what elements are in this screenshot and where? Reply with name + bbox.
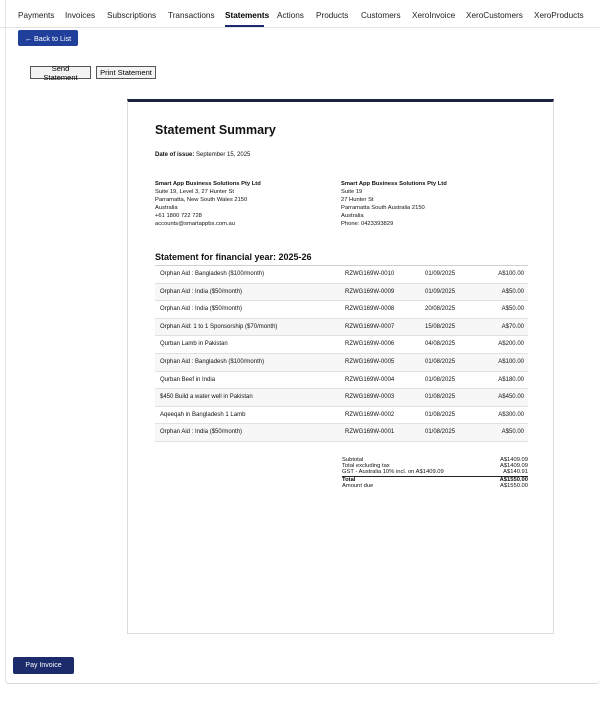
excluding-tax-value: A$1409.09 [499,463,528,470]
row-amount: A$450.00 [498,394,524,401]
table-row [155,319,528,337]
row-reference: RZWG169W-0010 [345,271,395,277]
row-description: Orphan Aid : Bangladesh ($100/month) [160,271,265,277]
pay-invoice-button[interactable]: Pay Invoice [13,657,74,674]
statement-table [155,265,528,442]
financial-year-heading: Statement for financial year: 2025-26 [155,252,312,262]
tab-payments[interactable]: Payments [18,11,55,20]
row-date: 01/09/2025 [425,271,456,277]
top-navigation [0,0,600,28]
tab-statements[interactable]: Statements [225,11,270,20]
table-row [155,354,528,372]
table-row [155,407,528,425]
tab-subscriptions[interactable]: Subscriptions [107,11,157,20]
row-reference: RZWG169W-0008 [345,306,395,313]
active-tab-indicator [225,25,264,27]
row-date: 01/08/2025 [425,394,456,401]
row-date: 01/08/2025 [425,376,456,383]
row-date: 01/08/2025 [425,411,456,418]
statement-document [127,99,554,634]
tab-customers[interactable]: Customers [361,11,401,20]
row-description: Orphan Aid : Bangladesh ($100/month) [160,358,265,365]
row-reference: RZWG169W-0005 [345,358,395,365]
recipient-name: Smart App Business Solutions Pty Ltd [341,181,447,187]
date-of-issue [155,152,250,158]
row-amount: A$100.00 [498,358,524,365]
row-amount: A$70.00 [501,323,524,330]
table-row [155,372,528,390]
tab-invoices[interactable]: Invoices [65,11,96,20]
issue-date: September 15, 2025 [196,152,251,158]
total-label: Total [342,476,356,483]
gst-row [342,469,528,475]
row-amount: A$50.00 [501,306,524,313]
row-description: Qurban Lamb in Pakistan [160,341,228,348]
sender-name: Smart App Business Solutions Pty Ltd [155,181,261,187]
row-description: Orphan Aid: 1 to 1 Sponsorship ($70/month) [160,323,278,330]
row-date: 04/08/2025 [425,341,456,348]
statement-title: Statement Summary [155,123,276,137]
back-to-list-button[interactable] [18,30,78,46]
recipient-address [341,180,447,228]
gst-label: GST - Australia 10% incl. on A$1409.09 [342,469,444,476]
tab-xeroinvoice[interactable]: XeroInvoice [412,11,456,20]
sender-phone: +61 1800 722 728 [155,213,202,219]
gst-value: A$140.91 [503,469,528,476]
row-reference: RZWG169W-0006 [345,341,395,348]
row-description: Orphan Aid : India ($50/month) [160,288,243,295]
issue-label: Date of issue: [155,152,195,158]
print-statement-button[interactable]: Print Statement [96,66,156,79]
tab-actions[interactable]: Actions [277,11,304,20]
amount-due-row [342,483,528,489]
row-amount: A$200.00 [498,341,524,348]
row-reference: RZWG169W-0007 [345,323,395,330]
table-row [155,336,528,354]
back-to-list-label: ← Back to List [24,33,72,43]
row-description: Aqeeqah in Bangladesh 1 Lamb [160,411,246,418]
total-value: A$1550.00 [499,476,528,483]
row-amount: A$50.00 [501,429,524,436]
row-reference: RZWG169W-0001 [345,429,395,436]
row-date: 01/08/2025 [425,358,456,365]
row-description: $450 Build a water well in Pakistan [160,394,253,401]
excluding-tax-label: Total excluding tax [342,463,390,470]
table-row [155,389,528,407]
recipient-line: Suite 19 [341,189,363,195]
sender-email: accounts@smartappbs.com.au [155,221,235,227]
recipient-phone: Phone: 0423393829 [341,221,394,227]
amount-due-label: Amount due [342,482,374,489]
row-description: Orphan Aid : India ($50/month) [160,306,243,313]
recipient-line: Australia [341,213,364,219]
row-amount: A$50.00 [501,288,524,295]
send-statement-button[interactable]: Send Statement [30,66,91,79]
sender-address [155,180,261,228]
row-date: 15/08/2025 [425,323,456,330]
row-reference: RZWG169W-0009 [345,288,395,295]
row-date: 01/08/2025 [425,429,456,436]
tab-xerocustomers[interactable]: XeroCustomers [466,11,523,20]
recipient-line: Parramatta South Australia 2150 [341,205,425,211]
row-reference: RZWG169W-0004 [345,376,395,383]
row-date: 20/08/2025 [425,306,456,313]
row-reference: RZWG169W-0003 [345,394,395,401]
table-row [155,301,528,319]
subtotal-value: A$1409.09 [499,457,528,463]
row-amount: A$180.00 [498,376,524,383]
row-amount: A$300.00 [498,411,524,418]
totals-summary [342,457,528,489]
tab-products[interactable]: Products [316,11,349,20]
row-reference: RZWG169W-0002 [345,411,395,418]
sender-line: Suite 19, Level 3, 27 Hunter St [155,189,234,195]
row-description: Qurban Beef in India [160,376,216,383]
recipient-line: 27 Hunter St [341,197,374,203]
table-row [155,284,528,302]
table-row [155,266,528,284]
amount-due-value: A$1550.00 [499,482,528,489]
row-date: 01/09/2025 [425,288,456,295]
sender-line: Australia [155,205,178,211]
tab-transactions[interactable]: Transactions [168,11,215,20]
subtotal-label: Subtotal [342,457,364,463]
tab-xeroproducts[interactable]: XeroProducts [534,11,584,20]
sender-line: Parramatta, New South Wales 2150 [155,197,248,203]
table-row [155,424,528,442]
row-description: Orphan Aid : India ($50/month) [160,429,243,436]
row-amount: A$100.00 [498,271,524,277]
